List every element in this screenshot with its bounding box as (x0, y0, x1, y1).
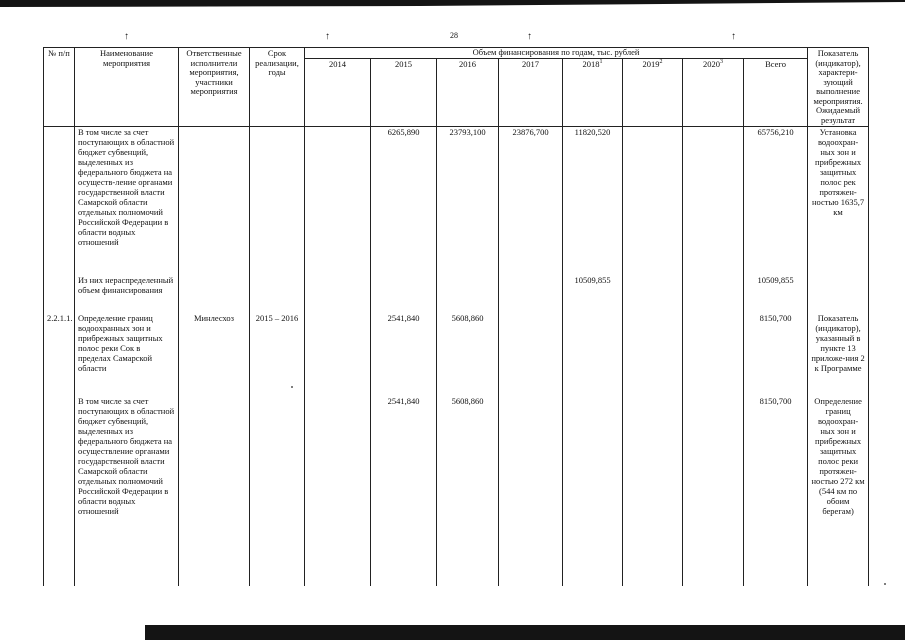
row-value-2014 (305, 275, 371, 313)
row-value-2018: 11820,520 (563, 127, 623, 275)
row-executor (179, 275, 250, 313)
row-value-2020 (683, 396, 744, 586)
row-value-2018 (563, 313, 623, 396)
row-value-2015 (371, 275, 437, 313)
row-total: 65756,210 (744, 127, 808, 275)
table-row (44, 127, 869, 275)
row-value-2020 (683, 313, 744, 396)
row-value-2019 (623, 313, 683, 396)
row-term (250, 127, 305, 275)
row-value-2016 (437, 275, 499, 313)
row-value-2018 (563, 396, 623, 586)
scan-edge-top (0, 0, 905, 8)
binding-mark: ↑ (731, 31, 736, 42)
row-executor: Минлесхоз (179, 313, 250, 396)
financing-table (43, 47, 869, 586)
header-number: № п/п (44, 48, 75, 127)
table-row (44, 313, 869, 396)
row-value-2019 (623, 275, 683, 313)
row-value-2015: 2541,840 (371, 396, 437, 586)
header-year: 2016 (437, 58, 499, 127)
row-value-2017 (499, 275, 563, 313)
table-row (44, 396, 869, 586)
page-number: 28 (450, 31, 458, 40)
scan-speck (291, 386, 293, 388)
header-year: 2015 (371, 58, 437, 127)
row-value-2017 (499, 313, 563, 396)
row-term (250, 275, 305, 313)
row-value-2016: 5608,860 (437, 313, 499, 396)
row-name: В том числе за счет поступающих в областной бюджет субвенций, выделенных из федерального бюджета на осуществление органами государственной власти Самарской области отдельных полномочий Российской Федерации в области водных отношений (75, 396, 179, 586)
row-term (250, 396, 305, 586)
row-indicator: Определение границ водоохран-ных зон и прибрежных защитных полос реки протяжен-ностью 272 км (544 км по обоим берегам) (808, 396, 869, 586)
header-year: 2017 (499, 58, 563, 127)
row-value-2015: 2541,840 (371, 313, 437, 396)
row-value-2020 (683, 275, 744, 313)
row-term: 2015 – 2016 (250, 313, 305, 396)
row-value-2015: 6265,890 (371, 127, 437, 275)
row-value-2014 (305, 396, 371, 586)
row-value-2019 (623, 396, 683, 586)
row-total: 10509,855 (744, 275, 808, 313)
header-total: Всего (744, 58, 808, 127)
row-value-2018: 10509,855 (563, 275, 623, 313)
header-executor: Ответственные исполнители мероприятия, участники мероприятия (179, 48, 250, 127)
row-name: В том числе за счет поступающих в областной бюджет субвенций, выделенных из федерального бюджета на осуществ-ление органами государственной власти Самарской области отдельных полномочий Российской Федерации в области водных отношений (75, 127, 179, 275)
header-year: 2020$^3$ (683, 58, 744, 127)
row-total: 8150,700 (744, 396, 808, 586)
header-term: Срок реализации, годы (250, 48, 305, 127)
row-number (44, 275, 75, 313)
row-name: Из них нераспределенный объем финансирования (75, 275, 179, 313)
row-value-2016: 23793,100 (437, 127, 499, 275)
table-header-row (44, 48, 869, 59)
binding-mark: ↑ (325, 31, 330, 42)
table-row (44, 275, 869, 313)
row-executor (179, 127, 250, 275)
scan-edge-bottom (145, 625, 905, 640)
row-indicator: Установка водоохран-ных зон и прибрежных защитных полос рек протяжен-ностью 1635,7 км (808, 127, 869, 275)
binding-mark: ↑ (124, 31, 129, 42)
header-year: 2019$^2$ (623, 58, 683, 127)
row-value-2017: 23876,700 (499, 127, 563, 275)
header-year: 2018$^1$ (563, 58, 623, 127)
scan-speck (884, 583, 886, 585)
row-value-2014 (305, 313, 371, 396)
row-value-2020 (683, 127, 744, 275)
row-number (44, 396, 75, 586)
row-value-2016: 5608,860 (437, 396, 499, 586)
row-value-2014 (305, 127, 371, 275)
binding-mark: ↑ (527, 31, 532, 42)
header-indicator: Показатель (индикатор), характери-зующий выполнение мероприятия. Ожидаемый результат (808, 48, 869, 127)
row-indicator (808, 275, 869, 313)
header-financing: Объем финансирования по годам, тыс. рублей (305, 48, 808, 59)
row-value-2017 (499, 396, 563, 586)
row-number (44, 127, 75, 275)
header-year: 2014 (305, 58, 371, 127)
row-indicator: Показатель (индикатор), указанный в пункте 13 приложе-ния 2 к Программе (808, 313, 869, 396)
row-number: 2.2.1.1. (44, 313, 75, 396)
row-name: Определение границ водоохранных зон и прибрежных защитных полос реки Сок в пределах Самарской области (75, 313, 179, 396)
row-total: 8150,700 (744, 313, 808, 396)
row-executor (179, 396, 250, 586)
header-name: Наименование мероприятия (75, 48, 179, 127)
row-value-2019 (623, 127, 683, 275)
